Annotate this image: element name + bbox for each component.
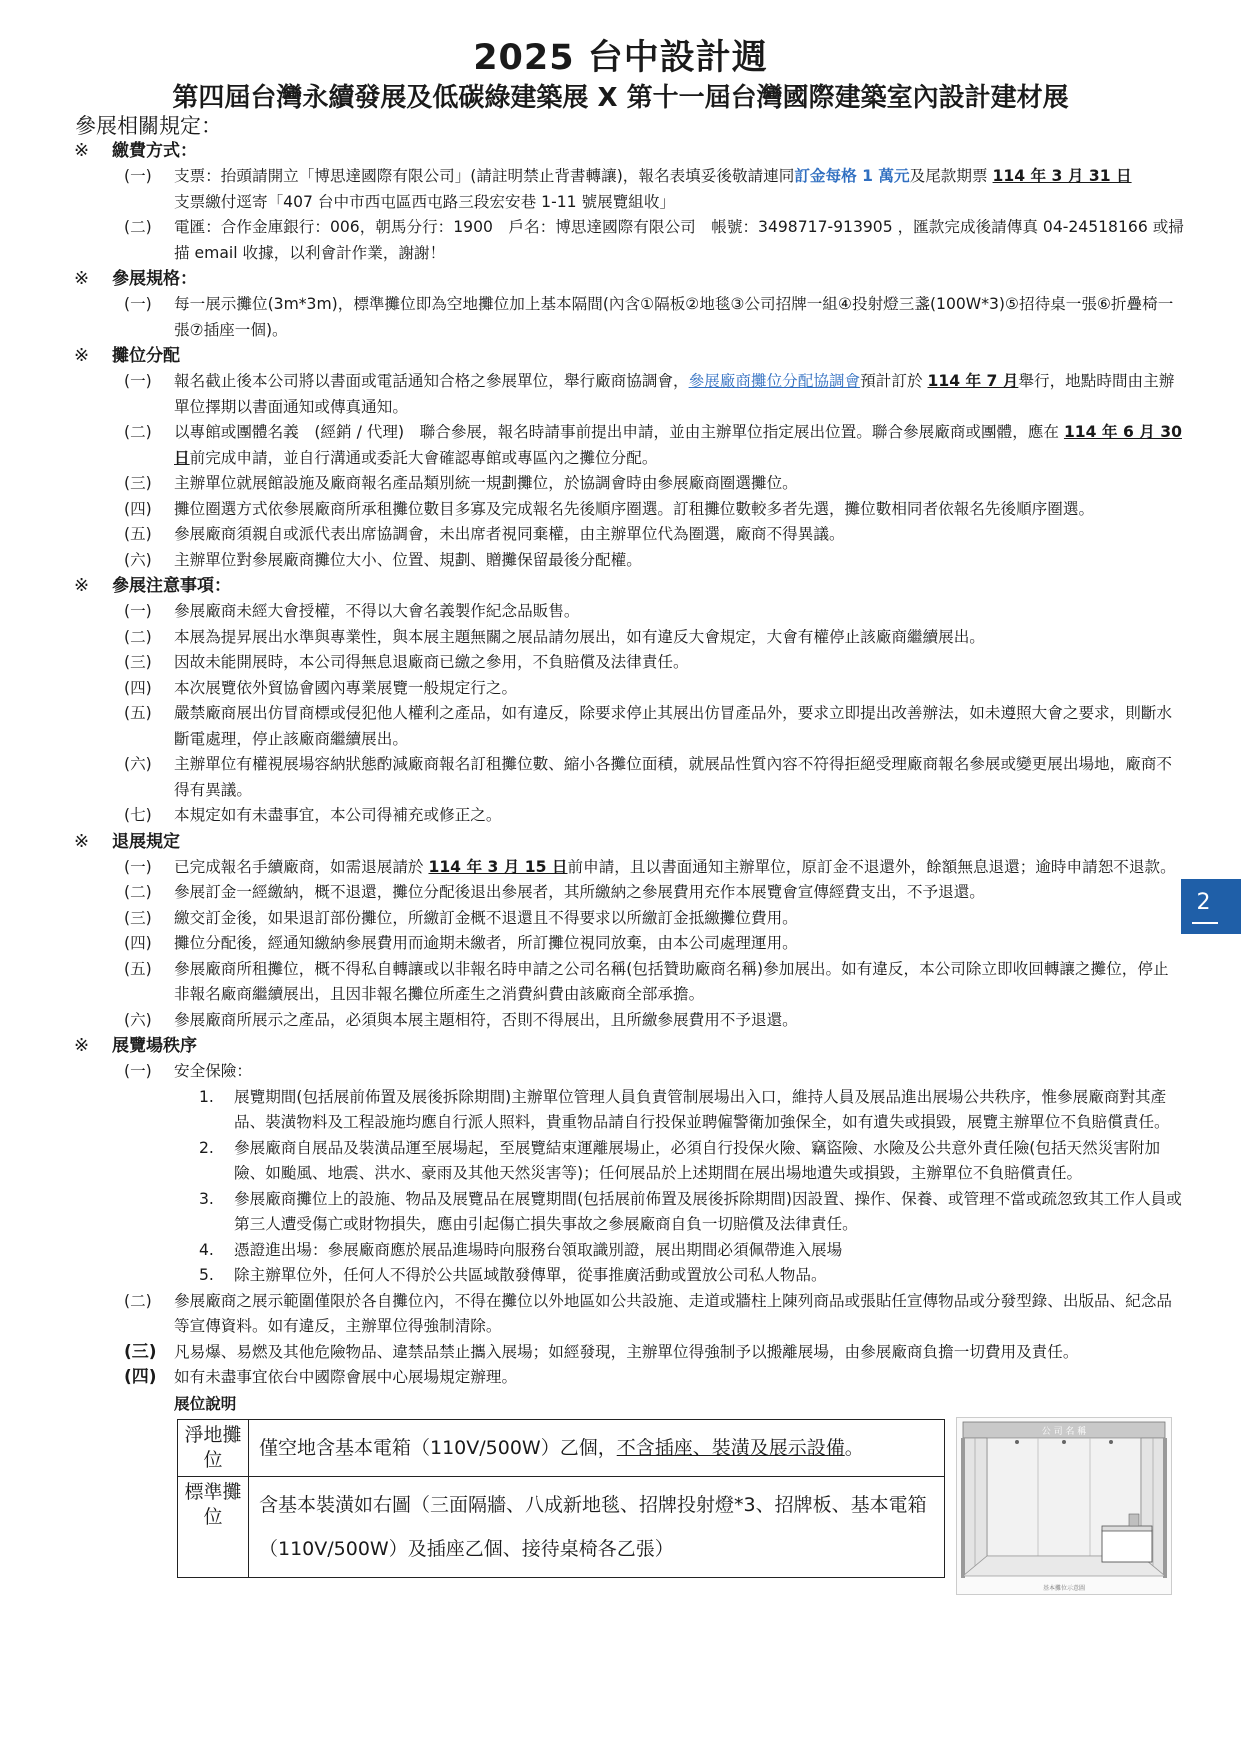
section-spec	[74, 266, 1184, 292]
reference-mark: ※	[74, 140, 90, 161]
item-text: 前申請，且以書面通知主辦單位，原訂金不退還外，餘額無息退還；逾時申請恕不退款。	[567, 857, 1176, 876]
item-number: (二)	[124, 1291, 152, 1310]
item-number: (一)	[124, 857, 152, 876]
item-number: (六)	[124, 1010, 152, 1029]
application-deadline: 114 年 6 月 30 日	[174, 423, 1182, 467]
item-number: (四)	[124, 934, 152, 952]
list-item	[124, 1008, 1184, 1034]
item-text: 參展訂金一經繳納，概不退還，攤位分配後退出參展者，其所繳納之參展費用充作本展覽會宣傳經費支出，不予退還。	[174, 883, 985, 901]
sub-item-number: 1.	[199, 1087, 214, 1106]
list-item	[124, 164, 1184, 215]
section-allocation	[74, 343, 1184, 369]
item-number: (二)	[124, 423, 152, 441]
section-title: 參展注意事項：	[112, 576, 231, 596]
item-text: 因故未能開展時，本公司得無息退廠商已繳之參用，不負賠償及法律責任。	[174, 653, 689, 671]
list-item	[124, 497, 1184, 523]
item-text: 繳交訂金後，如果退訂部份攤位，所繳訂金概不退還且不得要求以所繳訂金抵繳攤位費用。	[174, 908, 798, 927]
list-item	[124, 369, 1184, 420]
list-item	[124, 1289, 1184, 1340]
item-text: 已完成報名手續廠商，如需退展請於	[174, 857, 429, 876]
item-text: 前完成申請，並自行溝通或委託大會確認專館或專區內之攤位分配。	[189, 448, 658, 467]
item-text: 攤位圈選方式依參展廠商所承租攤位數目多寡及完成報名先後順序圈選。訂租攤位數較多者先選，攤位數相同者依報名先後順序圈選。	[174, 499, 1095, 518]
page-subtitle: 第四屆台灣永續發展及低碳綠建築展 X 第十一屆台灣國際建築室內設計建材展	[172, 83, 1069, 113]
item-text: 電匯：合作金庫銀行：006，朝馬分行：1900 戶名：博思達國際有限公司 帳號：3498717-913905 ，匯款完成後請傳真 04-24518166 或掃描 email 收據，以利會計作業，謝謝！	[174, 218, 1184, 262]
item-text: 每一展示攤位(3m*3m)，標準攤位即為空地攤位加上基本隔間(內含①隔板②地毯③公司招牌一組④投射燈三盞(100W*3)⑤招待桌一張⑥折疊椅一張⑦插座一個)。	[174, 295, 1174, 339]
booth-caption: 展位說明	[174, 1394, 237, 1413]
reference-mark: ※	[74, 830, 90, 852]
item-number: (四)	[124, 678, 152, 697]
item-text: 主辦單位有權視展場容納狀態酌減廠商報名訂租攤位數、縮小各攤位面積，就展品性質內容不符得拒絕受理廠商報名參展或變更展出場地，廠商不得有異議。	[174, 755, 1173, 799]
item-number: (四)	[124, 499, 152, 518]
section-title: 攤位分配	[112, 346, 180, 366]
list-item	[124, 625, 1184, 651]
item-number: (一)	[124, 167, 152, 185]
item-number: (二)	[124, 627, 152, 646]
booth-table	[177, 1419, 945, 1578]
sub-item-text: 參展廠商自展品及裝潢品運至展場起，至展覽結束運離展場止，必須自行投保火險、竊盜險、水險及公共意外責任險(包括天然災害附加險、如颱風、地震、洪水、豪雨及其他天然災害等)；任何展品於上述期間在展出場地遺失或損毀，主辦單位不負賠償責任。	[234, 1138, 1161, 1182]
reference-mark: ※	[74, 345, 90, 366]
list-item	[124, 701, 1184, 752]
list-item	[124, 1340, 1184, 1366]
item-text: 攤位分配後，經通知繳納參展費用而逾期未繳者，所訂攤位視同放棄，由本公司處理運用。	[174, 934, 798, 952]
list-item	[124, 292, 1184, 343]
sub-item-text: 憑證進出場：參展廠商應於展品進場時向服務台領取識別證，展出期間必須佩帶進入展場	[234, 1240, 843, 1259]
item-text: 如有未盡事宜依台中國際會展中心展場規定辦理。	[174, 1368, 518, 1386]
list-item	[124, 855, 1184, 881]
list-item	[124, 803, 1184, 829]
table-row	[178, 1476, 945, 1577]
item-text: 參展廠商所展示之產品，必須與本展主題相符，否則不得展出，且所繳參展費用不予退還。	[174, 1010, 798, 1029]
item-number: (二)	[124, 218, 152, 236]
section-title: 參展規格：	[112, 269, 197, 289]
item-text: 舉行，地點時間由主辦單位擇期以書面通知或傳真通知。	[174, 372, 1175, 416]
item-number: (一)	[124, 1062, 152, 1080]
sub-item-number: 4.	[199, 1240, 214, 1259]
section-title: 繳費方式：	[112, 141, 197, 161]
booth-image-caption: 基本攤位示意圖	[1042, 1585, 1086, 1592]
booth-text: 。	[844, 1436, 864, 1459]
list-item	[124, 215, 1184, 266]
booth-sign-text: 公 司 名 稱	[1041, 1427, 1087, 1437]
item-number: (三)	[124, 908, 152, 927]
booth-description	[249, 1419, 945, 1476]
item-number: (七)	[124, 806, 152, 824]
item-number: (三)	[124, 653, 152, 671]
item-text: 以專館或團體名義 (經銷 / 代理) 聯合參展，報名時請事前提出申請，並由主辦單位指定展出位置。聯合參展廠商或團體，應在	[174, 423, 1064, 441]
list-item	[124, 676, 1184, 702]
list-item	[124, 1365, 1184, 1391]
table-row	[178, 1419, 945, 1476]
item-number: (五)	[124, 959, 152, 978]
item-text: 參展廠商須親自或派代表出席協調會，未出席者視同棄權，由主辦單位代為圈選，廠商不得異議。	[174, 525, 845, 543]
list-item	[124, 1059, 1184, 1085]
item-text: 安全保險：	[174, 1062, 252, 1080]
item-number: (四)	[124, 1367, 157, 1387]
coordination-meeting-highlight: 參展廠商攤位分配協調會	[688, 372, 861, 390]
reference-mark: ※	[74, 1035, 90, 1056]
list-item	[124, 752, 1184, 803]
deposit-highlight: 訂金每格 1 萬元	[794, 167, 910, 185]
due-date: 114 年 3 月 31 日	[992, 167, 1132, 185]
page-number-tab	[1181, 879, 1241, 934]
item-text: 支票繳付逕寄「407 台中市西屯區西屯路三段宏安巷 1-11 號展覽組收」	[174, 192, 676, 211]
section-venue-order	[74, 1033, 1184, 1059]
item-text: 嚴禁廠商展出仿冒商標或侵犯他人權利之產品，如有違反，除要求停止其展出仿冒產品外，要求立即提出改善辦法，如未遵照大會之要求，則斷水斷電處理，停止該廠商繼續展出。	[174, 704, 1173, 748]
booth-text: 僅空地含基本電箱（110V/500W）乙個，	[259, 1436, 617, 1459]
item-number: (六)	[124, 550, 152, 569]
list-item	[124, 548, 1184, 574]
booth-type-raw-space: 淨地攤位	[178, 1419, 249, 1476]
item-text: 參展廠商未經大會授權，不得以大會名義製作紀念品販售。	[174, 602, 580, 620]
standard-booth-image	[956, 1417, 1172, 1595]
sub-item-text: 展覽期間(包括展前佈置及展後拆除期間)主辦單位管理人員負責管制展場出入口，維持人員及展品進出展場公共秩序，惟參展廠商對其產品、裝潢物料及工程設施均應自行派人照料，貴重物品請自行投保並聘僱警衛加強保全，如有遺失或損毀，展覽主辦單位不負賠償責任。	[234, 1087, 1170, 1131]
item-number: (三)	[124, 1341, 157, 1362]
section-title: 退展規定	[112, 831, 180, 852]
item-text: 及尾款期票	[909, 167, 993, 185]
item-number: (一)	[124, 295, 152, 313]
item-text: 主辦單位就展館設施及廠商報名產品類別統一規劃攤位，於協調會時由參展廠商圈選攤位。	[174, 474, 798, 492]
list-item	[124, 957, 1184, 1008]
section-payment	[74, 138, 1184, 164]
booth-description: 含基本裝潢如右圖（三面隔牆、八成新地毯、招牌投射燈*3、招牌板、基本電箱（110V/500W）及插座乙個、接待桌椅各乙張）	[249, 1476, 945, 1577]
sub-item-number: 5.	[199, 1266, 214, 1284]
item-number: (三)	[124, 474, 152, 492]
list-item	[124, 906, 1184, 932]
item-text: 參展廠商之展示範圍僅限於各自攤位內，不得在攤位以外地區如公共設施、走道或牆柱上陳列商品或張貼任宣傳物品或分發型錄、出版品、紀念品等宣傳資料。如有違反，主辦單位得強制清除。	[174, 1291, 1173, 1335]
sub-item-text: 除主辦單位外，任何人不得於公共區域散發傳單，從事推廣活動或置放公司私人物品。	[234, 1266, 827, 1284]
item-number: (五)	[124, 525, 152, 543]
item-text: 本次展覽依外貿協會國內專業展覽一般規定行之。	[174, 678, 518, 697]
page-number-underline	[1192, 922, 1218, 924]
sub-item-text: 參展廠商攤位上的設施、物品及展覽品在展覽期間(包括展前佈置及展後拆除期間)因設置、操作、保養、或管理不當或疏忽致其工作人員或第三人遭受傷亡或財物損失，應由引起傷亡損失事故之參展廠商自負一切賠償及法律責任。	[234, 1189, 1182, 1233]
list-item	[124, 650, 1184, 676]
sub-list-item	[199, 1263, 1184, 1289]
item-text: 凡易爆、易燃及其他危險物品、違禁品禁止攜入展場；如經發現，主辦單位得強制予以搬離展場，由參展廠商負擔一切費用及責任。	[174, 1342, 1079, 1361]
item-text: 支票：抬頭請開立「博思達國際有限公司」(請註明禁止背書轉讓)，報名表填妥後敬請連同	[174, 167, 795, 185]
reference-mark: ※	[74, 575, 90, 596]
item-number: (一)	[124, 372, 152, 390]
section-notes	[74, 573, 1184, 599]
list-item	[124, 420, 1184, 471]
list-item	[124, 522, 1184, 548]
list-item	[124, 880, 1184, 906]
page-number: 2	[1196, 890, 1211, 915]
sub-list-item	[199, 1085, 1184, 1136]
item-text: 預計訂於	[860, 372, 928, 390]
list-item	[124, 931, 1184, 957]
sub-item-number: 2.	[199, 1138, 214, 1157]
item-number: (二)	[124, 883, 152, 901]
sub-list-item	[199, 1136, 1184, 1187]
item-text: 報名截止後本公司將以書面或電話通知合格之參展單位，舉行廠商協調會，	[174, 372, 689, 390]
sub-list-item	[199, 1238, 1184, 1264]
rules-heading: 參展相關規定：	[75, 114, 222, 138]
booth-illustration	[957, 1418, 1171, 1594]
item-text: 主辦單位對參展廠商攤位大小、位置、規劃、贈攤保留最後分配權。	[174, 550, 642, 569]
meeting-date: 114 年 7 月	[927, 372, 1019, 390]
rules-content	[74, 138, 1184, 1578]
page-title: 2025 台中設計週	[473, 38, 768, 78]
section-withdrawal	[74, 829, 1184, 855]
list-item	[124, 471, 1184, 497]
item-text: 參展廠商所租攤位，概不得私自轉讓或以非報名時申請之公司名稱(包括贊助廠商名稱)參加展出。如有違反，本公司除立即收回轉讓之攤位，停止非報名廠商繼續展出，且因非報名攤位所產生之消費糾費由該廠商全部承擔。	[174, 959, 1169, 1003]
booth-type-standard: 標準攤位	[178, 1476, 249, 1577]
item-text: 本規定如有未盡事宜，本公司得補充或修正之。	[174, 806, 502, 824]
section-title: 展覽場秩序	[112, 1036, 197, 1056]
withdrawal-deadline: 114 年 3 月 15 日	[428, 857, 568, 876]
item-text: 本展為提昇展出水準與專業性，與本展主題無關之展品請勿展出，如有違反大會規定，大會有權停止該廠商繼續展出。	[174, 627, 985, 646]
item-number: (一)	[124, 602, 152, 620]
sub-list-item	[199, 1187, 1184, 1238]
booth-exclusion: 不含插座、裝潢及展示設備	[616, 1436, 845, 1459]
item-number: (六)	[124, 755, 152, 773]
reference-mark: ※	[74, 268, 90, 289]
item-number: (五)	[124, 704, 152, 722]
sub-item-number: 3.	[199, 1189, 214, 1208]
list-item	[124, 599, 1184, 625]
